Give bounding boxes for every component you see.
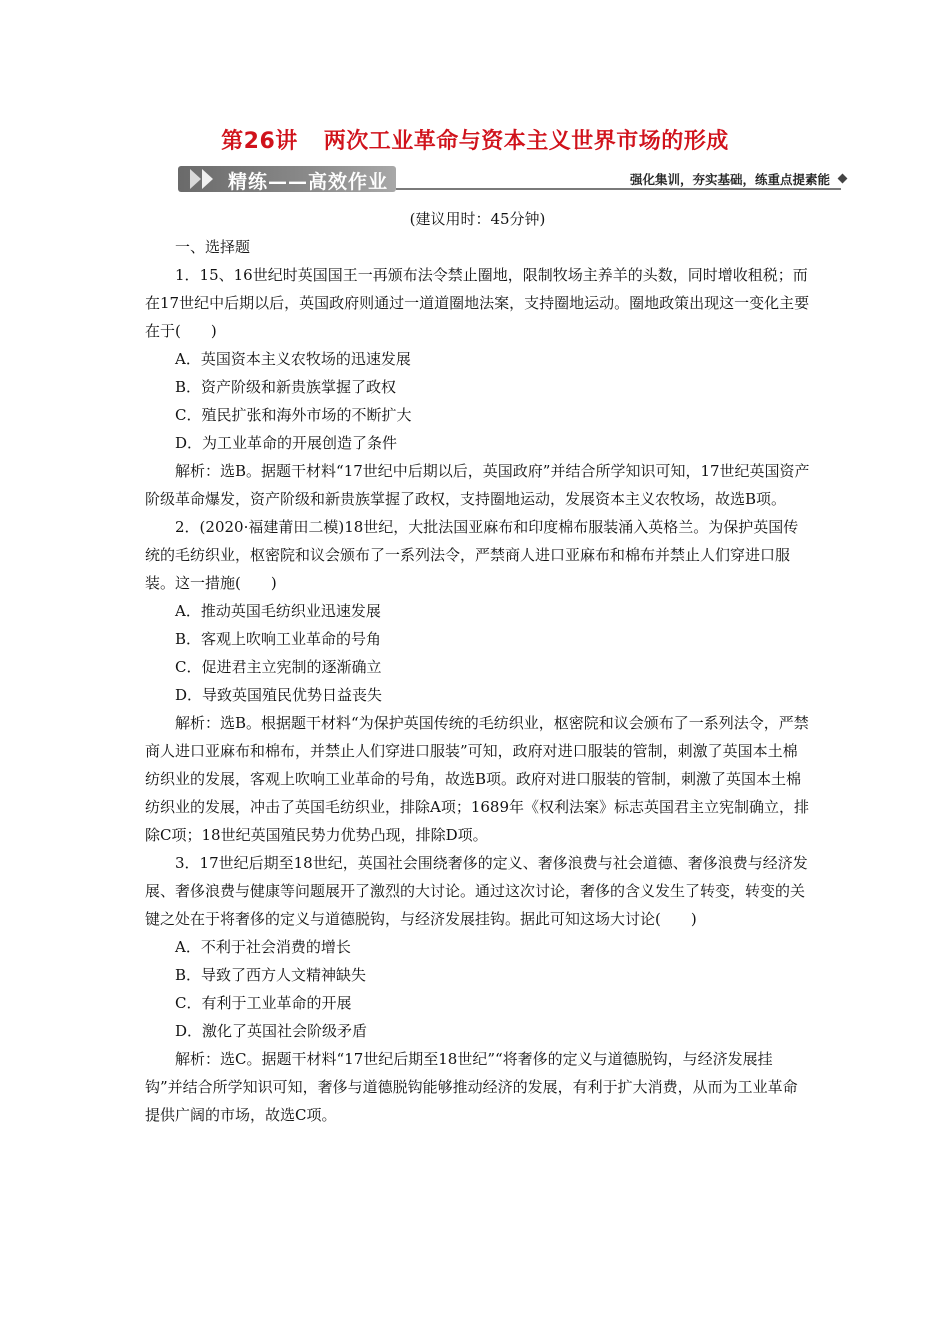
question-stem: 2．(2020·福建莆田二模)18世纪，大批法国亚麻布和印度棉布服装涌入英格兰。为保护英国传统的毛纺织业，枢密院和议会颁布了一系列法令，严禁商人进口亚麻布和棉布并禁止人们穿进口服装。这一措施( )	[145, 518, 799, 592]
question-2	[145, 513, 810, 849]
option-a: A．英国资本主义农牧场的迅速发展	[175, 350, 411, 368]
page-title	[0, 124, 950, 155]
option-b: B．导致了西方人文精神缺失	[175, 966, 367, 984]
banner-label: 精练——高效作业	[228, 171, 389, 193]
option-a: A．不利于社会消费的增长	[175, 938, 351, 956]
section-heading: 一、选择题	[175, 238, 251, 256]
banner-tagline: 强化集训，夯实基础，练重点提素能	[629, 172, 830, 187]
suggested-time: (建议用时：45分钟)	[409, 210, 546, 228]
option-a: A．推动英国毛纺织业迅速发展	[175, 602, 381, 620]
option-b: B．资产阶级和新贵族掌握了政权	[175, 378, 397, 396]
diamond-icon	[838, 174, 848, 184]
option-d: D．为工业革命的开展创造了条件	[175, 434, 398, 452]
banner-box	[178, 166, 396, 192]
option-d: D．激化了英国社会阶级矛盾	[175, 1022, 368, 1040]
option-d: D．导致英国殖民优势日益丧失	[175, 686, 383, 704]
question-analysis: 解析：选C。据题干材料“17世纪后期至18世纪”“将奢侈的定义与道德脱钩，与经济发展挂钩”并结合所学知识可知，奢侈与道德脱钩能够推动经济的发展，有利于扩大消费，从而为工业革命提供广阔的市场，故选C项。	[145, 1050, 798, 1124]
option-b: B．客观上吹响工业革命的号角	[175, 630, 382, 648]
chevron-right-icon	[190, 169, 201, 189]
question-analysis: 解析：选B。据题干材料“17世纪中后期以后，英国政府”并结合所学知识可知，17世纪英国资产阶级革命爆发，资产阶级和新贵族掌握了政权，支持圈地运动，发展资本主义农牧场，故选B项。	[145, 462, 810, 508]
option-c: C．促进君主立宪制的逐渐确立	[175, 658, 382, 676]
question-3	[145, 849, 810, 1129]
question-stem: 1．15、16世纪时英国国王一再颁布法令禁止圈地，限制牧场主养羊的头数，同时增收租税；而在17世纪中后期以后，英国政府则通过一道道圈地法案，支持圈地运动。圈地政策出现这一变化主要在于( )	[145, 266, 810, 340]
option-c: C．殖民扩张和海外市场的不断扩大	[175, 406, 412, 424]
document-body	[145, 205, 810, 1129]
lesson-title: 两次工业革命与资本主义世界市场的形成	[323, 129, 729, 154]
banner-rule	[396, 188, 841, 190]
question-analysis: 解析：选B。根据题干材料“为保护英国传统的毛纺织业，枢密院和议会颁布了一系列法令，严禁商人进口亚麻布和棉布，并禁止人们穿进口服装”可知，政府对进口服装的管制，刺激了英国本土棉纺织业的发展，客观上吹响工业革命的号角，故选B项。政府对进口服装的管制，刺激了英国本土棉纺织业的发展，冲击了英国毛纺织业，排除A项；1689年《权利法案》标志英国君主立宪制确立，排除C项；18世纪英国殖民势力优势凸现，排除D项。	[145, 714, 810, 844]
question-1	[145, 261, 810, 513]
option-c: C．有利于工业革命的开展	[175, 994, 352, 1012]
section-banner	[178, 166, 848, 194]
question-stem: 3．17世纪后期至18世纪，英国社会围绕奢侈的定义、奢侈浪费与社会道德、奢侈浪费与经济发展、奢侈浪费与健康等问题展开了激烈的大讨论。通过这次讨论，奢侈的含义发生了转变，转变的关键之处在于将奢侈的定义与道德脱钩，与经济发展挂钩。据此可知这场大讨论( )	[145, 854, 808, 928]
chevron-right-icon	[202, 169, 213, 189]
lesson-number: 第26讲	[221, 129, 298, 154]
